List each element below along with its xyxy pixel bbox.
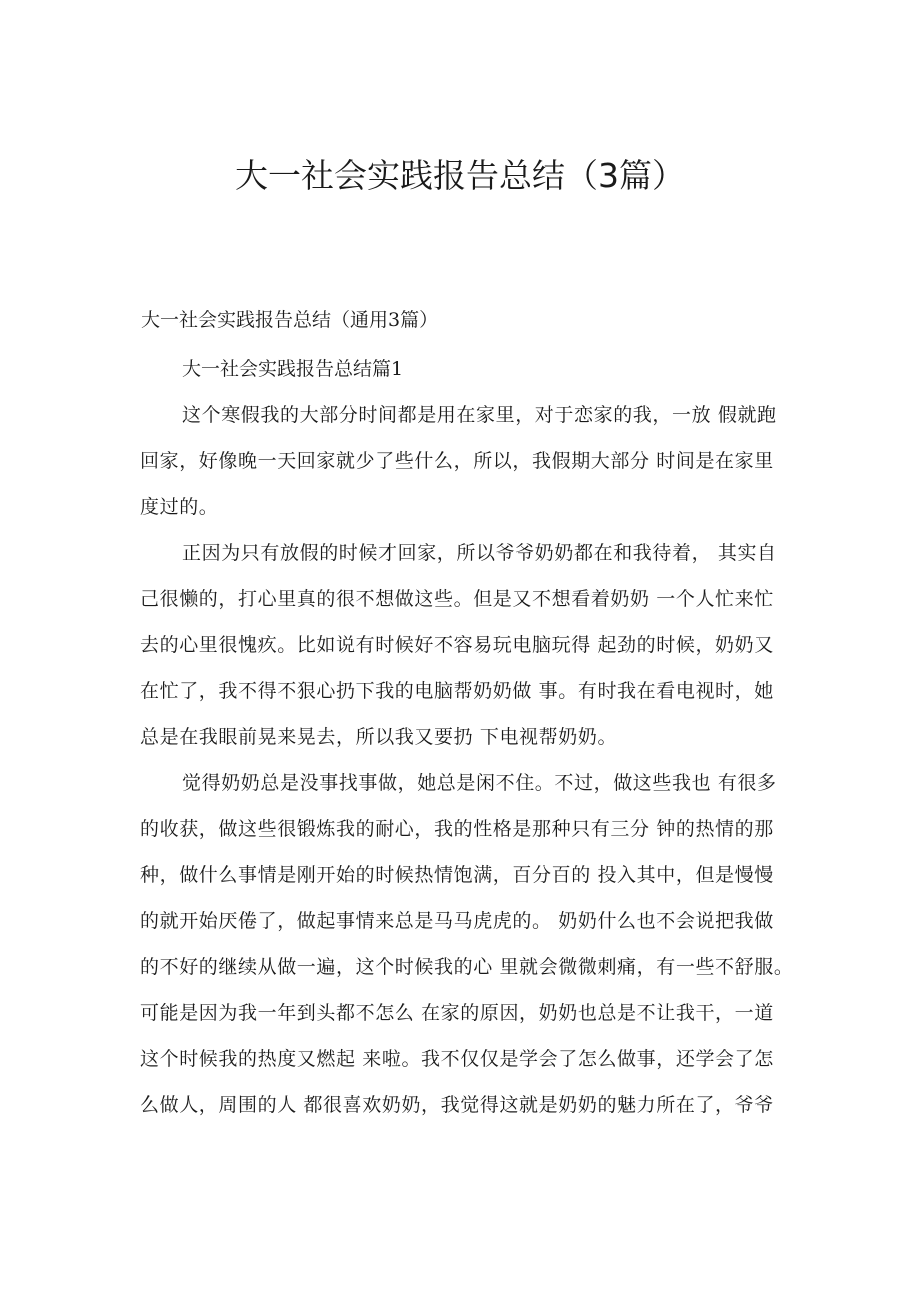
section-heading: 大一社会实践报告总结篇1 [182, 358, 404, 380]
paragraph-line: 的不好的继续从做一遍，这个时候我的心 里就会微微刺痛，有一些不舒服。 [140, 956, 794, 978]
paragraph-line: 回家，好像晚一天回家就少了些什么，所以，我假期大部分 时间是在家里 [140, 450, 774, 472]
paragraph-line: 这个寒假我的大部分时间都是用在家里，对于恋家的我，一放 假就跑 [182, 404, 777, 426]
paragraph-line: 的收获，做这些很锻炼我的耐心，我的性格是那种只有三分 钟的热情的那 [140, 818, 774, 840]
paragraph-1 [140, 397, 800, 535]
paragraph-line: 总是在我眼前晃来晃去，所以我又要扔 下电视帮奶奶。 [140, 726, 618, 748]
paragraph-line: 的就开始厌倦了，做起事情来总是马马虎虎的。 奶奶什么也不会说把我做 [140, 910, 774, 932]
paragraph-line: 在忙了，我不得不狠心扔下我的电脑帮奶奶做 事。有时我在看电视时，她 [140, 680, 774, 702]
paragraph-line: 么做人，周围的人 都很喜欢奶奶，我觉得这就是奶奶的魅力所在了，爷爷 [140, 1094, 774, 1116]
paragraph-line: 可能是因为我一年到头都不怎么 在家的原因，奶奶也总是不让我干，一道 [140, 1002, 774, 1024]
document-subtitle: 大一社会实践报告总结（通用3篇） [141, 309, 439, 331]
paragraph-line: 正因为只有放假的时候才回家，所以爷爷奶奶都在和我待着， 其实自 [182, 542, 777, 564]
paragraph-line: 己很懒的，打心里真的很不想做这些。但是又不想看着奶奶 一个人忙来忙 [140, 588, 774, 610]
paragraph-line: 度过的。 [140, 496, 219, 518]
paragraph-3 [140, 765, 800, 1133]
paragraph-line: 这个时候我的热度又燃起 来啦。我不仅仅是学会了怎么做事，还学会了怎 [140, 1048, 774, 1070]
paragraph-line: 觉得奶奶总是没事找事做，她总是闲不住。不过，做这些我也 有很多 [182, 772, 777, 794]
body-text [140, 397, 800, 1133]
paragraph-2 [140, 535, 800, 765]
paragraph-line: 种，做什么事情是刚开始的时候热情饱满，百分百的 投入其中，但是慢慢 [140, 864, 774, 886]
document-title: 大一社会实践报告总结（3篇） [235, 156, 685, 195]
paragraph-line: 去的心里很愧疚。比如说有时候好不容易玩电脑玩得 起劲的时候，奶奶又 [140, 634, 774, 656]
